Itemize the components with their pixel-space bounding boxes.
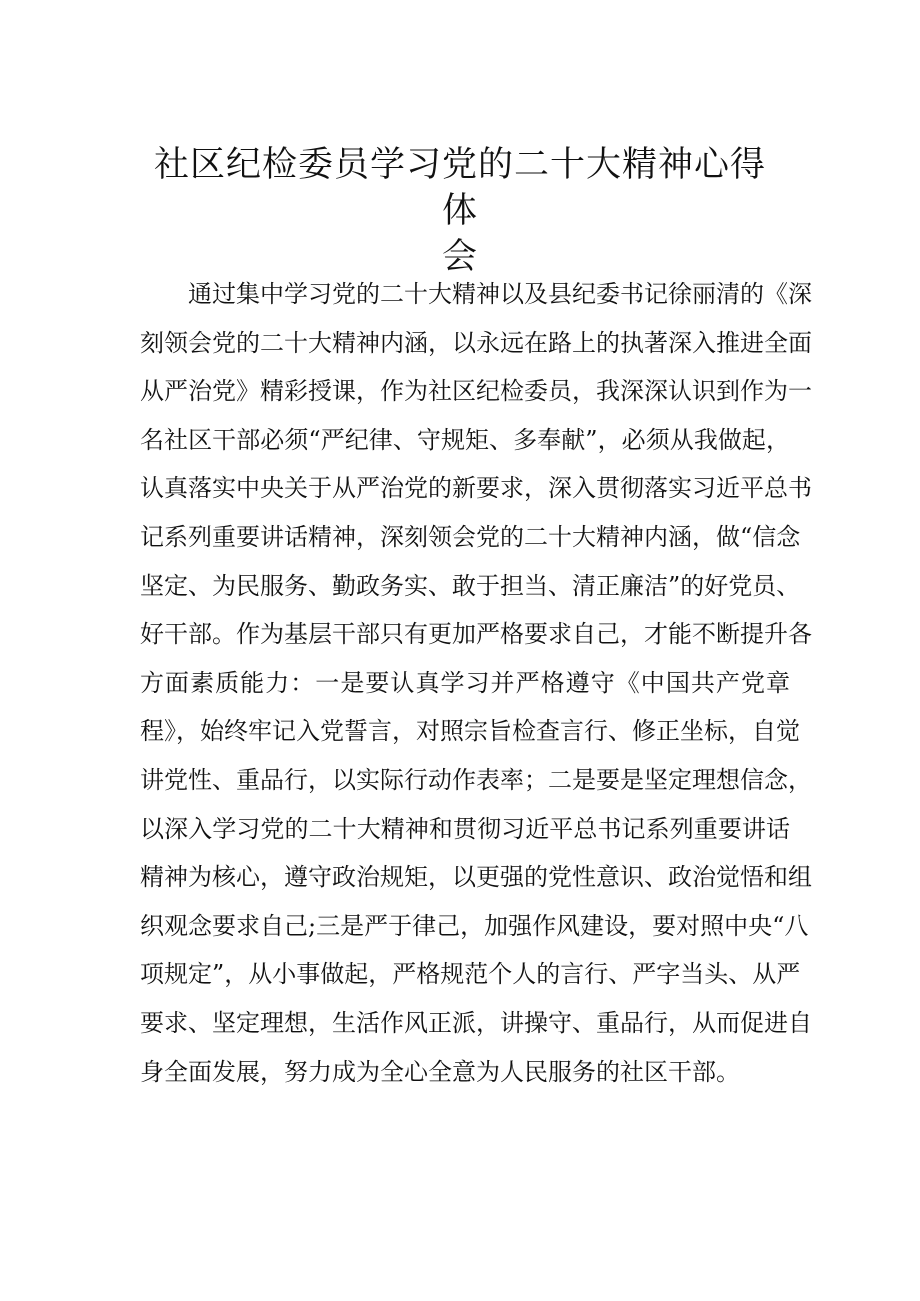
paragraph-line: 认真落实中央关于从严治党的新要求，深入贯彻落实习近平总书: [140, 474, 812, 503]
paragraph-line: 刻领会党的二十大精神内涵，以永远在路上的执著深入推进全面: [140, 328, 812, 357]
title-line: 社区纪检委员学习党的二十大精神心得体: [153, 145, 766, 231]
paragraph-line: 通过集中学习党的二十大精神以及县纪委书记徐丽清的《深: [188, 280, 812, 308]
body-paragraph: [140, 270, 812, 1096]
paragraph-line: 名社区干部必须“严纪律、守规矩、多奉献”，必须从我做起，: [140, 425, 790, 454]
paragraph-line: 坚定、为民服务、勤政务实、敢于担当、清正廉洁”的好党员、: [140, 571, 801, 600]
paragraph-line: 项规定”，从小事做起，严格规范个人的言行、严字当头、从严: [140, 960, 801, 989]
paragraph-line: 精神为核心，遵守政治规矩，以更强的党性意识、政治觉悟和组: [140, 863, 812, 892]
paragraph-line: 从严治党》精彩授课，作为社区纪检委员，我深深认识到作为一: [140, 377, 812, 406]
paragraph-line: 身全面发展，努力成为全心全意为人民服务的社区干部。: [140, 1057, 740, 1086]
paragraph-line: 讲党性、重品行，以实际行动作表率；二是要是坚定理想信念，: [140, 765, 812, 794]
paragraph-line: 方面素质能力：一是要认真学习并严格遵守《中国共产党章: [140, 668, 790, 697]
paragraph-line: 要求、坚定理想，生活作风正派，讲操守、重品行，从而促进自: [140, 1008, 812, 1037]
paragraph-line: 好干部。作为基层干部只有更加严格要求自己，才能不断提升各: [140, 620, 812, 649]
paragraph-line: 织观念要求自己;三是严于律己，加强作风建设，要对照中央“八: [140, 911, 809, 940]
paragraph-line: 以深入学习党的二十大精神和贯彻习近平总书记系列重要讲话: [140, 814, 790, 843]
paragraph-line: 程》，始终牢记入党誓言，对照宗旨检查言行、修正坐标，自觉: [140, 717, 800, 746]
title-line: 会: [441, 237, 478, 277]
paragraph-line: 记系列重要讲话精神，深刻领会党的二十大精神内涵，做“信念: [140, 522, 801, 551]
document-title: [140, 142, 780, 280]
